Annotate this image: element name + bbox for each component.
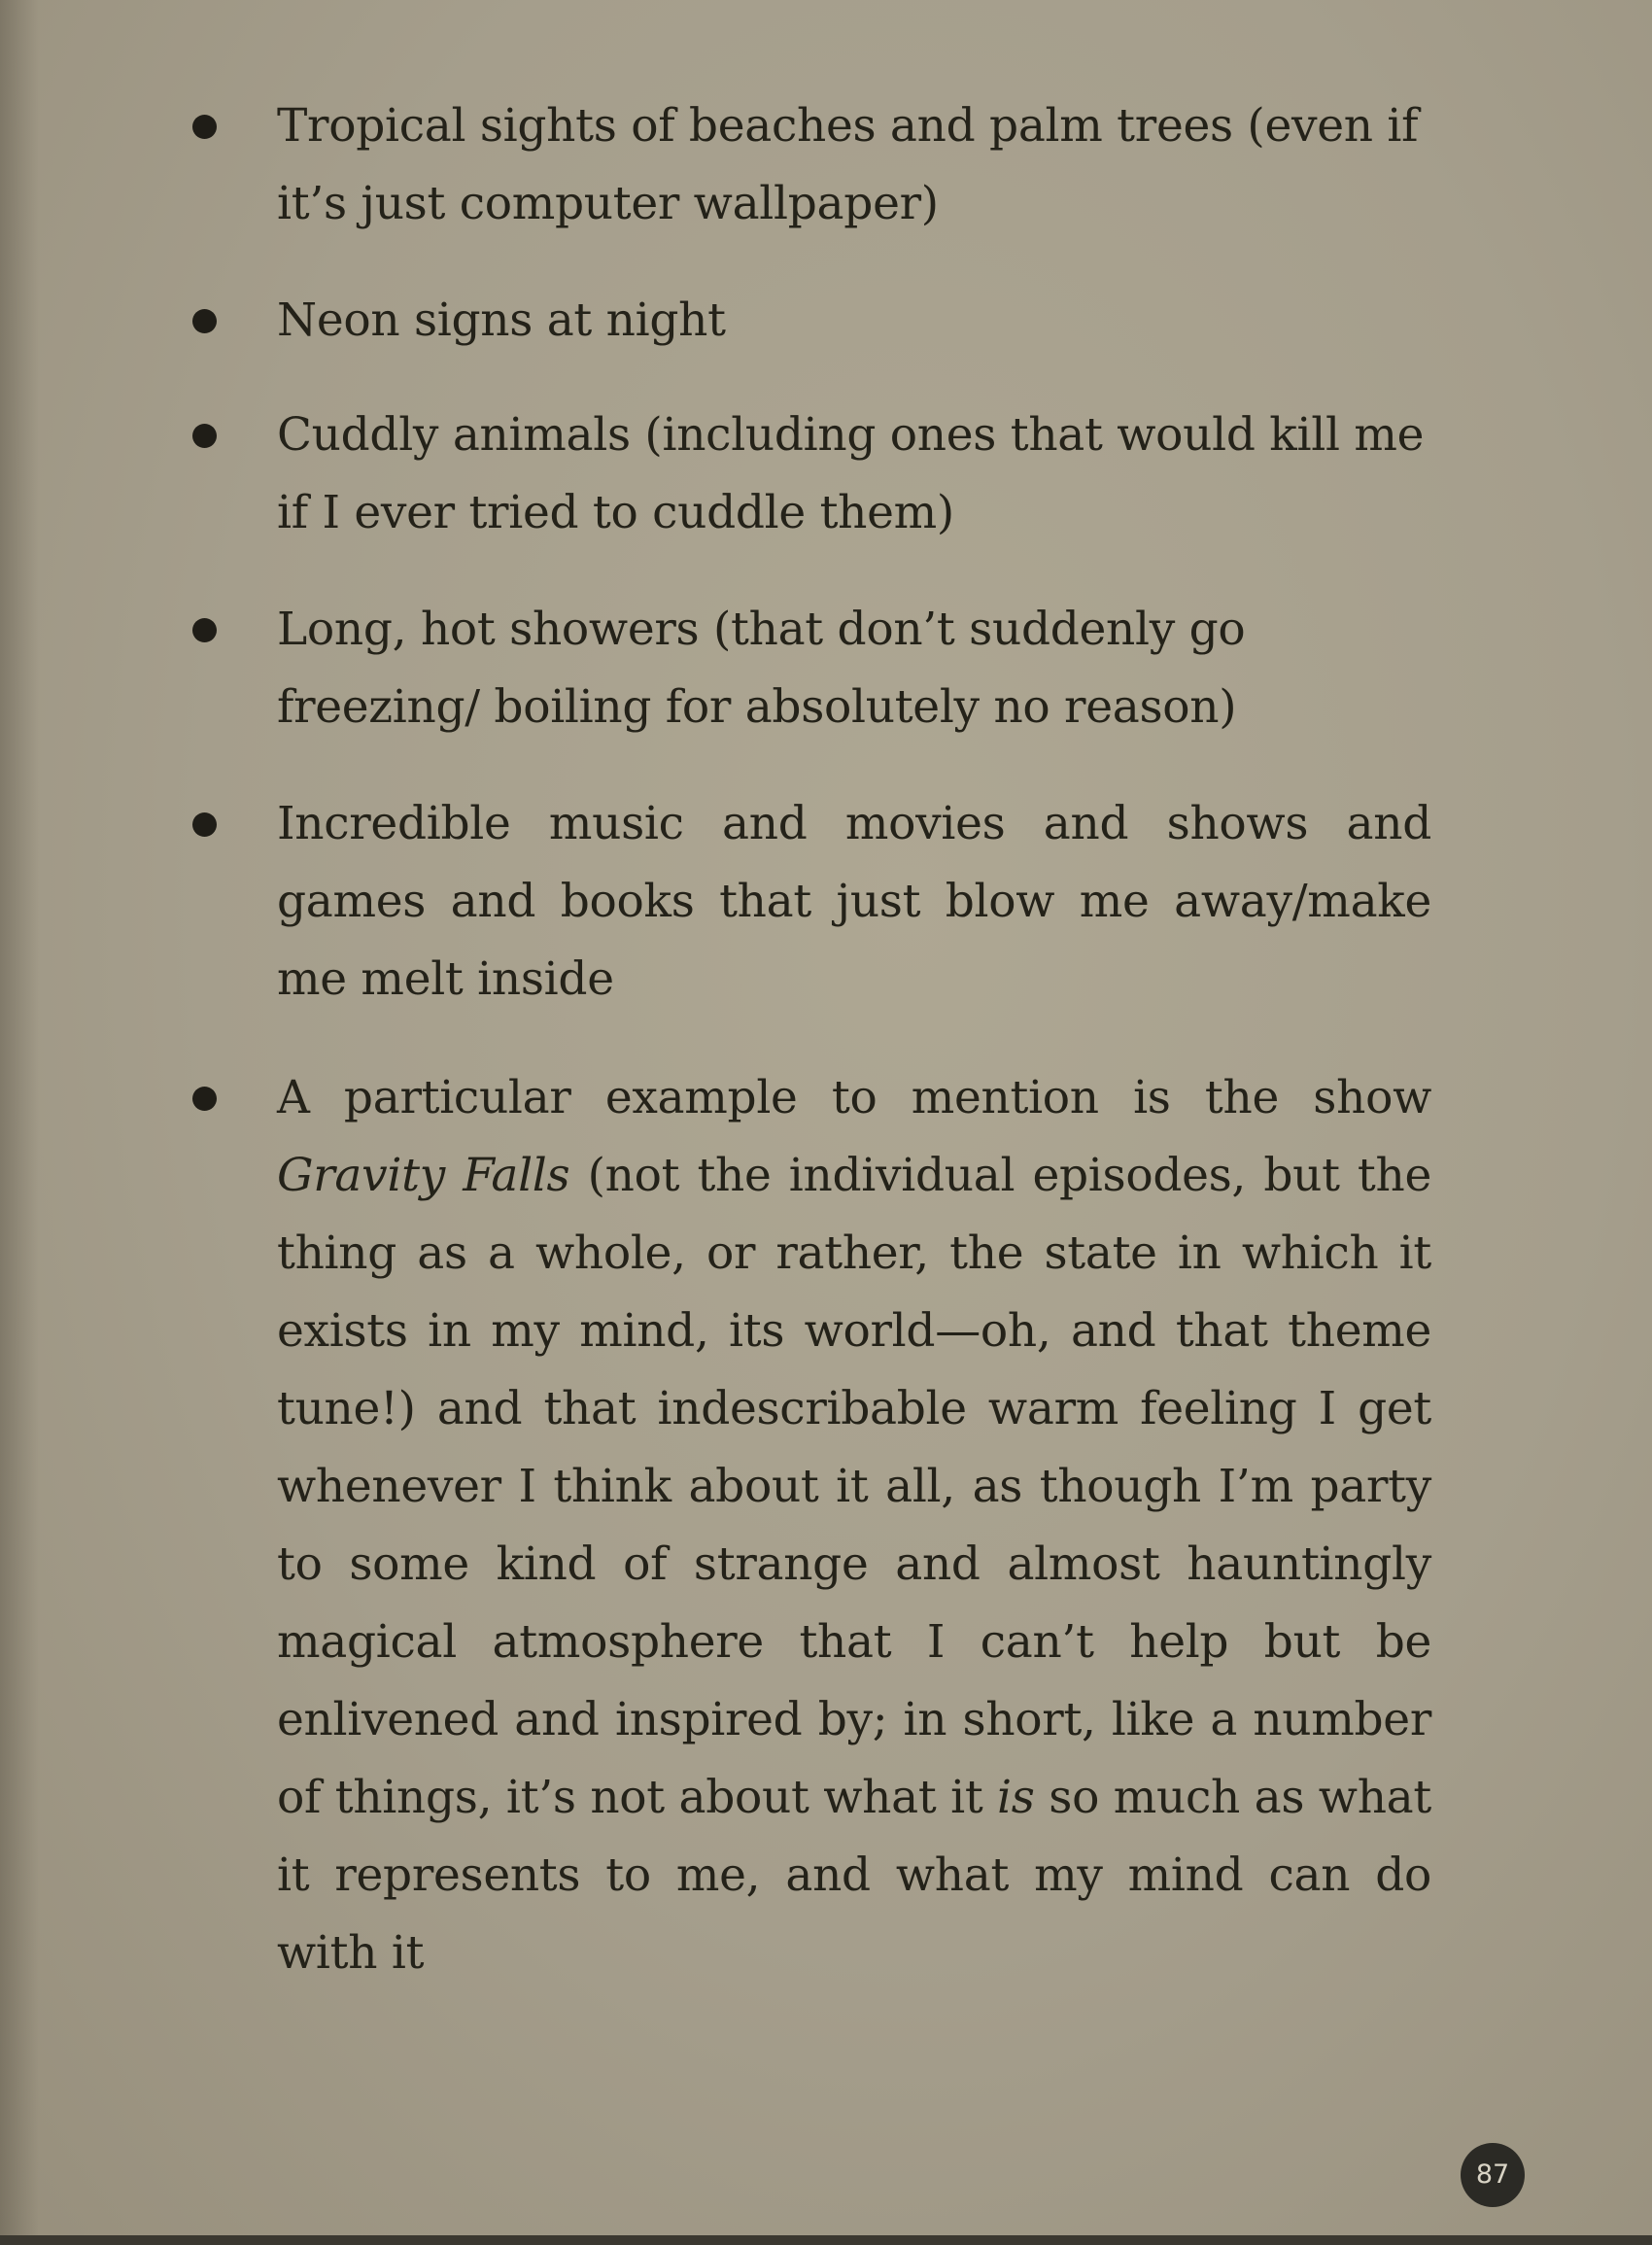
list-item <box>277 591 1431 746</box>
list-item-text: Incredible music and movies and shows and games and books that just blow me away/make me melt inside <box>277 797 1431 1006</box>
page-number: 87 <box>1461 2143 1525 2207</box>
show-title: Gravity Falls <box>277 1149 570 1202</box>
list-item-text: Cuddly animals (including ones that would kill me if I ever tried to cuddle them) <box>277 408 1425 539</box>
list-item-text: Neon signs at night <box>277 294 726 347</box>
list-item <box>277 1059 1431 1992</box>
emphasis-word: is <box>997 1771 1035 1824</box>
text-before-title: A particular example to mention is the show <box>277 1071 1431 1124</box>
bullet-dot-icon <box>192 618 217 642</box>
bullet-dot-icon <box>192 309 217 333</box>
list-item <box>277 282 1431 360</box>
list-item-text: Long, hot showers (that don’t suddenly go freezing/ boiling for absolutely no reason) <box>277 603 1246 734</box>
list-item <box>277 87 1431 243</box>
text-end: so much as what it represents to me, and what my mind can do with it <box>277 1771 1431 1980</box>
bullet-dot-icon <box>192 424 217 448</box>
list-item-text <box>277 1059 1431 1992</box>
list-item <box>277 785 1431 1019</box>
bullet-dot-icon <box>192 812 217 837</box>
list-item <box>277 397 1431 552</box>
bullet-dot-icon <box>192 115 217 139</box>
text-after-title: (not the individual episodes, but the thing as a whole, or rather, the state in which it exists in my mind, its world—oh, and that theme tune!) and that indescribable warm feeling I get whenever I think about it all, as though I’m party to some kind of strange and almost hauntingly magical atmosphere that I can’t help but be enlivened and inspired by; in short, like a number of things, it’s not about what it <box>277 1149 1431 1824</box>
page-gutter-shadow <box>0 0 39 2245</box>
page-bottom-edge <box>0 2235 1652 2245</box>
list-item-text: Tropical sights of beaches and palm trees (even if it’s just computer wallpaper) <box>277 99 1419 230</box>
bullet-dot-icon <box>192 1087 217 1111</box>
